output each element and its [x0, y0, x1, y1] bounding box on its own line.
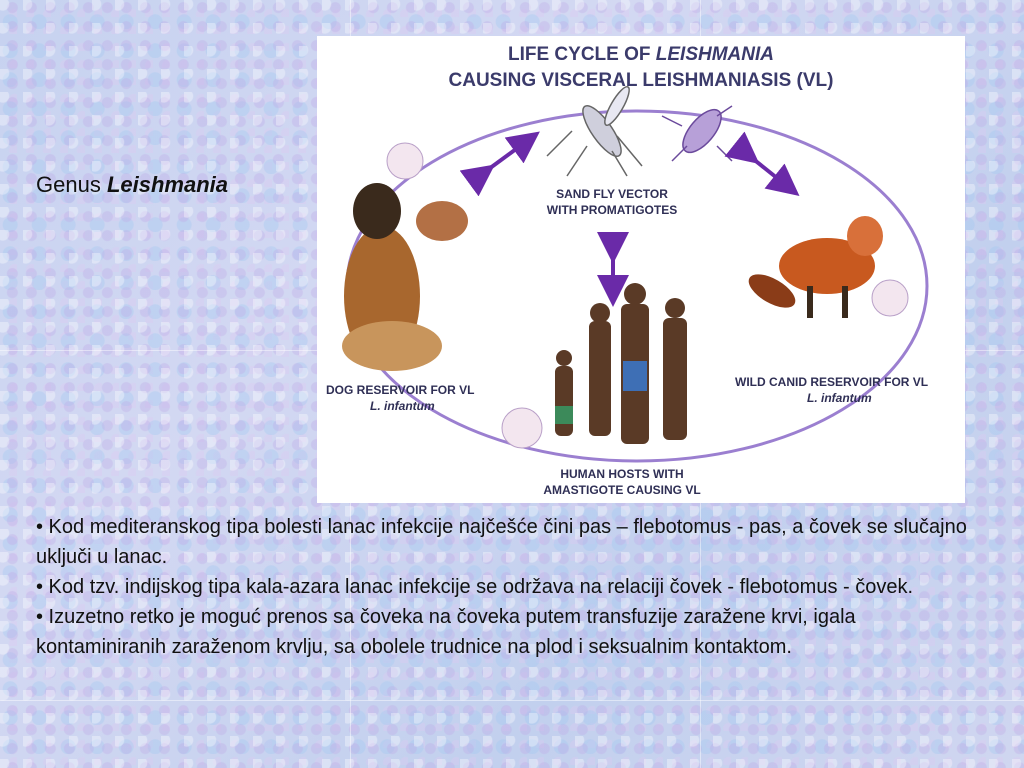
vector-label: [527, 186, 697, 218]
figure-title-line1-prefix: LIFE CYCLE OF: [507, 44, 656, 65]
background-grid-line: [0, 700, 1024, 701]
figure-title-line2: CAUSING VISCERAL LEISHMANIASIS (VL): [448, 70, 834, 91]
figure-title-line1-italic: LEISHMANIA: [655, 44, 774, 65]
genus-heading: [36, 172, 228, 198]
human-hosts-icon: [555, 283, 687, 444]
fox-icon: [743, 216, 883, 318]
dog-icon: [342, 183, 468, 371]
parasite-cell-icon: [387, 143, 423, 179]
arrow-fly-canid: [747, 154, 787, 186]
canid-reservoir-label: [735, 374, 965, 406]
canid-species: L. infantum: [807, 391, 872, 405]
life-cycle-figure: [317, 36, 965, 503]
sand-fly-icon: [547, 84, 642, 176]
parasite-cell-icon: [872, 280, 908, 316]
human-label-line1: HUMAN HOSTS WITH: [560, 467, 684, 481]
dog-species: L. infantum: [370, 399, 435, 413]
human-hosts-label: [522, 466, 722, 498]
genus-prefix: Genus: [36, 172, 101, 197]
human-label-line2: AMASTIGOTE CAUSING VL: [543, 483, 701, 497]
arrow-dog-fly: [482, 141, 527, 174]
dog-reservoir-label: [326, 382, 516, 414]
canid-label: WILD CANID RESERVOIR FOR VL: [735, 375, 929, 389]
dog-label: DOG RESERVOIR FOR VL: [326, 383, 475, 397]
bullet-item: • Kod mediteranskog tipa bolesti lanac infekcije najčešće čini pas – flebotomus - pas, a čovek se slučajno uključi u lanac.: [36, 516, 967, 568]
parasite-cell-icon: [502, 408, 542, 448]
vector-label-line2: WITH PROMATIGOTES: [546, 203, 678, 217]
genus-name: Leishmania: [106, 172, 228, 197]
life-cycle-illustration: [317, 36, 965, 503]
bullet-item: • Kod tzv. indijskog tipa kala-azara lanac infekcije se održava na relaciji čovek - flebotomus - čovek.: [36, 576, 914, 598]
vector-label-line1: SAND FLY VECTOR: [556, 187, 668, 201]
bullet-list: [36, 512, 981, 662]
bullet-item: • Izuzetno retko je moguć prenos sa čoveka na čoveka putem transfuzije zaražene krvi, igala kontaminiranih zaraženom krvlju, sa obolele trudnice na plod i seksualnim kontaktom.: [36, 606, 856, 658]
